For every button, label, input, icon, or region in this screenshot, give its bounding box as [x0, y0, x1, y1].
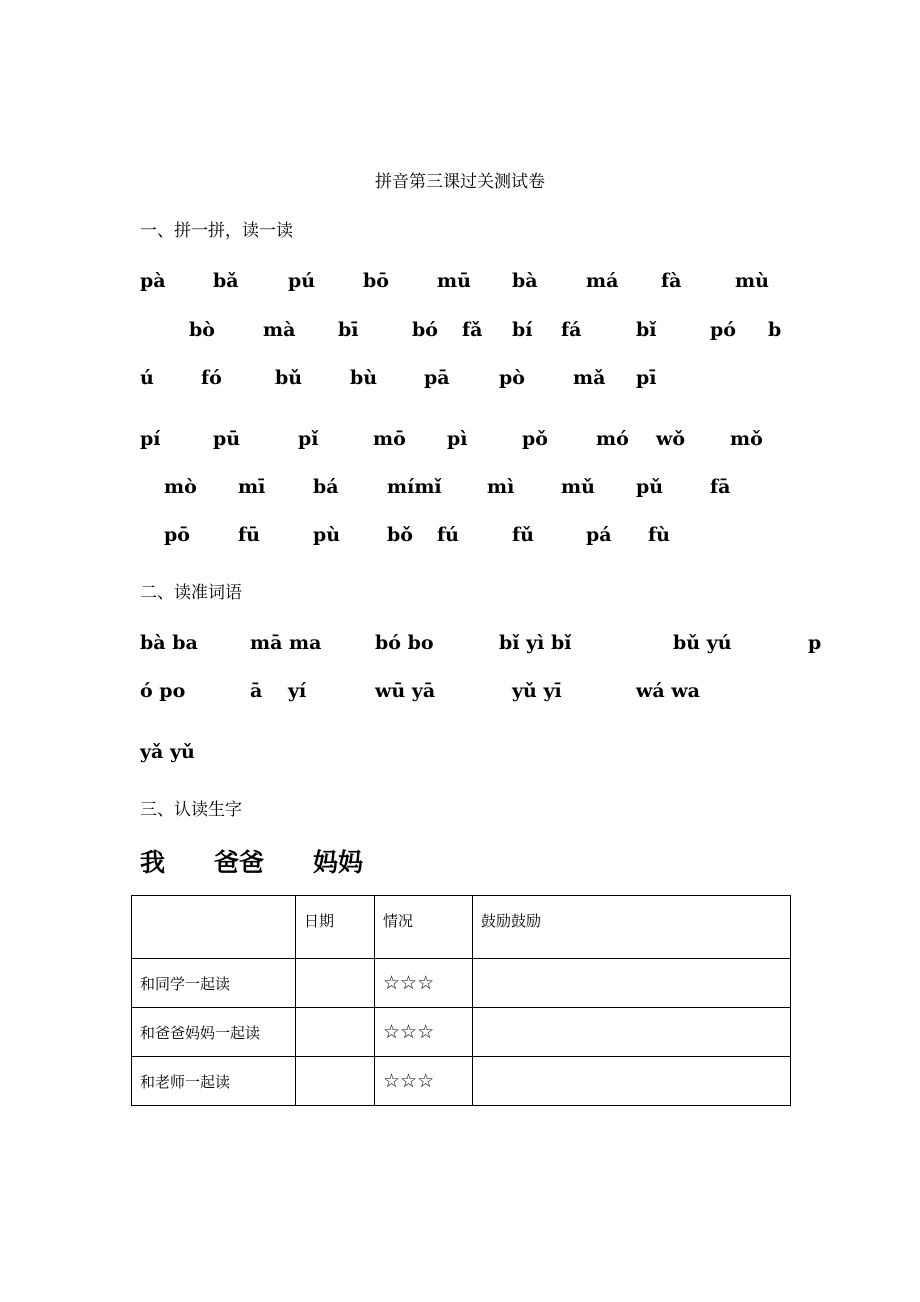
pinyin-word: mā ma — [250, 632, 322, 654]
pinyin-row-3 — [0, 367, 920, 401]
pinyin-syllable: pū — [213, 428, 241, 450]
date-cell[interactable] — [296, 959, 375, 1008]
table-header-cell: 情况 — [375, 896, 473, 959]
table-row — [132, 1057, 791, 1106]
pinyin-row-4 — [0, 428, 920, 462]
pinyin-syllable: pà — [140, 270, 166, 292]
pinyin-word: ā — [250, 680, 263, 702]
pinyin-syllable: fá — [561, 319, 582, 341]
pinyin-syllable: fǔ — [512, 524, 534, 546]
activity-cell: 和老师一起读 — [132, 1057, 296, 1106]
pinyin-word: wá wa — [636, 680, 700, 702]
pinyin-syllable: mímǐ — [387, 476, 442, 498]
pinyin-syllable: pó — [710, 319, 736, 341]
pinyin-syllable: pǒ — [522, 428, 548, 450]
character-row — [0, 843, 920, 883]
pinyin-syllable: pá — [586, 524, 612, 546]
praise-cell[interactable] — [473, 959, 791, 1008]
pinyin-syllable: mò — [164, 476, 197, 498]
pinyin-word: p — [808, 632, 822, 654]
star-rating[interactable]: ☆☆☆ — [375, 1008, 473, 1057]
pinyin-syllable: má — [586, 270, 619, 292]
pinyin-row-1 — [0, 270, 920, 304]
pinyin-syllable: mó — [596, 428, 629, 450]
section-heading-2: 二、读准词语 — [140, 583, 242, 603]
star-rating[interactable]: ☆☆☆ — [375, 959, 473, 1008]
pinyin-word: yǎ yǔ — [140, 741, 195, 763]
pinyin-syllable: mǎ — [573, 367, 606, 389]
word-row-2 — [0, 680, 920, 714]
pinyin-syllable: bà — [512, 270, 538, 292]
pinyin-word: bà ba — [140, 632, 198, 654]
pinyin-syllable: pō — [164, 524, 190, 546]
character-word: 我 — [140, 848, 166, 877]
pinyin-syllable: bō — [363, 270, 389, 292]
pinyin-syllable: bó — [412, 319, 438, 341]
word-row-3 — [0, 741, 920, 775]
star-rating[interactable]: ☆☆☆ — [375, 1057, 473, 1106]
pinyin-syllable: bí — [512, 319, 533, 341]
pinyin-syllable: fǎ — [462, 319, 483, 341]
table-header-cell: 日期 — [296, 896, 375, 959]
section-heading-3: 三、认读生字 — [140, 800, 242, 820]
pinyin-syllable: fù — [648, 524, 670, 546]
pinyin-syllable: pǐ — [298, 428, 319, 450]
pinyin-syllable: bá — [313, 476, 339, 498]
pinyin-syllable: bǎ — [213, 270, 239, 292]
pinyin-syllable: bǒ — [387, 524, 413, 546]
pinyin-row-6 — [0, 524, 920, 558]
pinyin-row-2 — [0, 319, 920, 353]
pinyin-syllable: pò — [499, 367, 525, 389]
pinyin-syllable: bò — [189, 319, 215, 341]
pinyin-word: yǔ yī — [512, 680, 562, 702]
date-cell[interactable] — [296, 1008, 375, 1057]
table-header-cell: 鼓励鼓励 — [473, 896, 791, 959]
pinyin-syllable: pù — [313, 524, 341, 546]
word-row-1 — [0, 632, 920, 666]
pinyin-syllable: pī — [636, 367, 657, 389]
table-row — [132, 1008, 791, 1057]
pinyin-syllable: pì — [447, 428, 468, 450]
pinyin-word: ó po — [140, 680, 186, 702]
table-header-row — [132, 896, 791, 959]
pinyin-syllable: bù — [350, 367, 378, 389]
pinyin-word: wū yā — [375, 680, 436, 702]
pinyin-syllable: b — [768, 319, 782, 341]
praise-cell[interactable] — [473, 1008, 791, 1057]
pinyin-syllable: mū — [437, 270, 471, 292]
pinyin-syllable: mī — [238, 476, 266, 498]
pinyin-syllable: bǔ — [275, 367, 303, 389]
pinyin-syllable: mō — [373, 428, 406, 450]
pinyin-syllable: mǒ — [730, 428, 763, 450]
pinyin-syllable: bī — [338, 319, 359, 341]
pinyin-syllable: fà — [661, 270, 682, 292]
pinyin-word: bǔ yú — [673, 632, 732, 654]
activity-cell: 和同学一起读 — [132, 959, 296, 1008]
pinyin-syllable: pǔ — [636, 476, 664, 498]
pinyin-syllable: fā — [710, 476, 731, 498]
date-cell[interactable] — [296, 1057, 375, 1106]
character-word: 妈妈 — [313, 848, 364, 877]
activity-cell: 和爸爸妈妈一起读 — [132, 1008, 296, 1057]
pinyin-syllable: fū — [238, 524, 260, 546]
reading-record-table — [131, 895, 791, 1106]
pinyin-word: bó bo — [375, 632, 434, 654]
section-heading-1: 一、拼一拼，读一读 — [140, 221, 293, 241]
pinyin-word: bǐ yì bǐ — [499, 632, 572, 654]
pinyin-word: yí — [288, 680, 307, 702]
pinyin-syllable: pā — [424, 367, 450, 389]
pinyin-syllable: bǐ — [636, 319, 657, 341]
pinyin-syllable: fó — [201, 367, 222, 389]
page-title: 拼音第三课过关测试卷 — [375, 172, 545, 192]
pinyin-syllable: mù — [735, 270, 769, 292]
table-row — [132, 959, 791, 1008]
pinyin-syllable: wǒ — [656, 428, 686, 450]
pinyin-syllable: mà — [263, 319, 296, 341]
pinyin-syllable: mì — [487, 476, 515, 498]
praise-cell[interactable] — [473, 1057, 791, 1106]
pinyin-syllable: mǔ — [561, 476, 595, 498]
pinyin-syllable: ú — [140, 367, 154, 389]
pinyin-syllable: pú — [288, 270, 316, 292]
table-header-cell — [132, 896, 296, 959]
pinyin-syllable: fú — [437, 524, 459, 546]
character-word: 爸爸 — [214, 848, 265, 877]
pinyin-row-5 — [0, 476, 920, 510]
pinyin-syllable: pí — [140, 428, 161, 450]
